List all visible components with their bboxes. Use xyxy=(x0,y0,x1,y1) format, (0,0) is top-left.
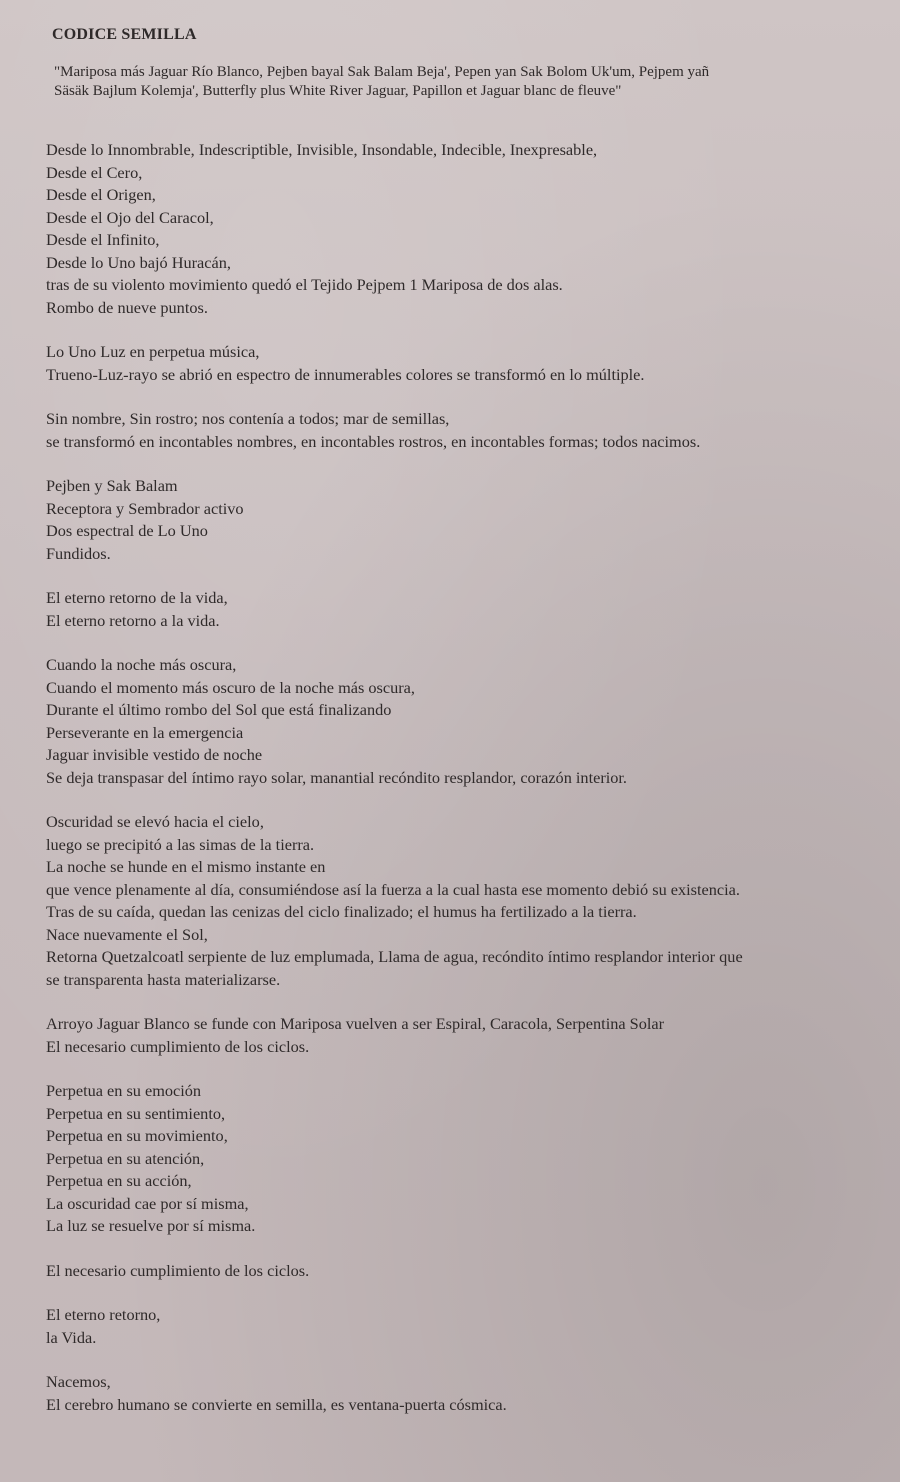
stanza xyxy=(46,587,860,632)
epigraph-line: Säsäk Bajlum Kolemja', Butterfly plus White River Jaguar, Papillon et Jaguar blanc de fleuve" xyxy=(54,83,622,99)
poem-line: se transparenta hasta materializarse. xyxy=(46,969,281,989)
poem-line: se transformó en incontables nombres, en incontables rostros, en incontables formas; todos nacimos. xyxy=(46,431,701,451)
poem-line: Perpetua en su acción, xyxy=(46,1171,192,1190)
poem-line: La noche se hunde en el mismo instante en xyxy=(46,857,326,876)
stanza xyxy=(46,1013,860,1058)
poem-line: Sin nombre, Sin rostro; nos contenía a todos; mar de semillas, xyxy=(46,409,450,428)
poem-line: Cuando el momento más oscuro de la noche más oscura, xyxy=(46,677,415,697)
poem-line: Rombo de nueve puntos. xyxy=(46,297,208,317)
poem-line: El eterno retorno a la vida. xyxy=(46,610,220,630)
poem-line: luego se precipitó a las simas de la tierra. xyxy=(46,834,315,854)
poem-line: El eterno retorno de la vida, xyxy=(46,588,228,607)
poem-line: Dos espectral de Lo Uno xyxy=(46,521,208,540)
poem-line: Durante el último rombo del Sol que está finalizando xyxy=(46,700,392,719)
stanza xyxy=(46,1371,860,1416)
poem-line: Desde el Origen, xyxy=(46,185,156,204)
epigraph xyxy=(54,63,860,101)
poem-line: la Vida. xyxy=(46,1327,97,1347)
poem-line: Se deja transpasar del íntimo rayo solar, manantial recóndito resplandor, corazón interior. xyxy=(46,767,628,787)
stanza xyxy=(46,408,860,453)
poem-line: Perseverante en la emergencia xyxy=(46,722,244,742)
stanza xyxy=(46,1260,860,1283)
poem-line: Nace nuevamente el Sol, xyxy=(46,924,208,944)
poem-line: Receptora y Sembrador activo xyxy=(46,498,244,518)
poem-line: Oscuridad se elevó hacia el cielo, xyxy=(46,812,264,831)
poem-line: Cuando la noche más oscura, xyxy=(46,655,237,674)
epigraph-line: "Mariposa más Jaguar Río Blanco, Pejben bayal Sak Balam Beja', Pepen yan Sak Bolom Uk'um, Pejpem yañ xyxy=(54,64,710,80)
poem-line: El eterno retorno, xyxy=(46,1305,161,1324)
poem-line: El necesario cumplimiento de los ciclos. xyxy=(46,1036,310,1056)
poem-line: El necesario cumplimiento de los ciclos. xyxy=(46,1260,310,1280)
poem-line: Tras de su caída, quedan las cenizas del ciclo finalizado; el humus ha fertilizado a la tierra. xyxy=(46,902,637,921)
poem-line: Perpetua en su atención, xyxy=(46,1148,205,1168)
stanza xyxy=(46,475,860,565)
poem-line: tras de su violento movimiento quedó el Tejido Pejpem 1 Mariposa de dos alas. xyxy=(46,275,563,294)
poem-line: Arroyo Jaguar Blanco se funde con Mariposa vuelven a ser Espiral, Caracola, Serpentina Solar xyxy=(46,1014,665,1033)
poem-line: que vence plenamente al día, consumiéndose así la fuerza a la cual hasta ese momento debió su existencia. xyxy=(46,879,740,899)
stanza xyxy=(46,1080,860,1238)
stanza xyxy=(46,654,860,789)
stanza xyxy=(46,341,860,386)
poem-line: Perpetua en su emoción xyxy=(46,1081,202,1100)
poem-line: Fundidos. xyxy=(46,543,111,563)
poem-line: Desde lo Innombrable, Indescriptible, Invisible, Insondable, Indecible, Inexpresable, xyxy=(46,140,598,159)
poem-line: Perpetua en su sentimiento, xyxy=(46,1103,226,1123)
poem-body xyxy=(46,139,860,1416)
poem-line: La oscuridad cae por sí misma, xyxy=(46,1193,249,1213)
poem-line: Desde el Cero, xyxy=(46,162,143,182)
poem-line: Desde el Ojo del Caracol, xyxy=(46,207,214,227)
poem-line: Retorna Quetzalcoatl serpiente de luz emplumada, Llama de agua, recóndito íntimo resplandor interior que xyxy=(46,947,743,966)
poem-line: Desde el Infinito, xyxy=(46,230,160,249)
poem-line: Perpetua en su movimiento, xyxy=(46,1126,228,1145)
document-title: CODICE SEMILLA xyxy=(52,26,197,43)
stanza xyxy=(46,811,860,991)
poem-line: Lo Uno Luz en perpetua música, xyxy=(46,342,260,361)
poem-line: La luz se resuelve por sí misma. xyxy=(46,1216,256,1235)
poem-line: Nacemos, xyxy=(46,1372,111,1391)
stanza xyxy=(46,1304,860,1349)
poem-line: Desde lo Uno bajó Huracán, xyxy=(46,252,231,272)
stanza xyxy=(46,139,860,319)
poem-line: El cerebro humano se convierte en semilla, es ventana-puerta cósmica. xyxy=(46,1394,507,1414)
poem-line: Pejben y Sak Balam xyxy=(46,476,178,495)
poem-line: Jaguar invisible vestido de noche xyxy=(46,745,263,764)
poem-line: Trueno-Luz-rayo se abrió en espectro de innumerables colores se transformó en lo múltiple. xyxy=(46,364,645,384)
